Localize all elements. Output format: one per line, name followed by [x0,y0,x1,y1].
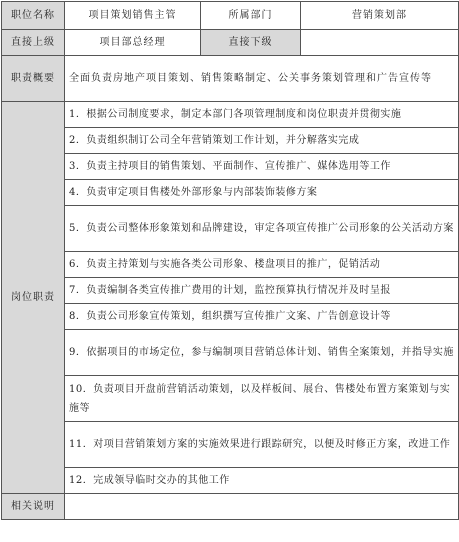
notes-text [65,494,459,520]
duty-item: 6．负责主持策划与实施各类公司形象、楼盘项目的推广，促销活动 [65,252,459,278]
duty-row [2,102,459,128]
direct-subordinate-value [301,30,459,56]
duty-item: 12．完成领导临时交办的其他工作 [65,468,459,494]
duty-item: 2．负责组织制订公司全年营销策划工作计划，并分解落实完成 [65,128,459,154]
header-row-title [2,2,459,30]
summary-label: 职责概要 [2,56,65,102]
duty-row [2,154,459,180]
duty-item: 10．负责项目开盘前营销活动策划，以及样板间、展台、售楼处布置方案策划与实施等 [65,376,459,422]
duty-item: 5．负责公司整体形象策划和品牌建设，审定各项宣传推广公司形象的公关活动方案 [65,206,459,252]
duty-item: 1．根据公司制度要求，制定本部门各项管理制度和岗位职责并贯彻实施 [65,102,459,128]
duty-row [2,252,459,278]
direct-superior-value: 项目部总经理 [65,30,201,56]
duty-row [2,330,459,376]
department-label: 所属部门 [201,2,301,30]
direct-subordinate-label: 直接下级 [201,30,301,56]
job-description-table [1,1,459,520]
summary-text: 全面负责房地产项目策划、销售策略制定、公关事务策划管理和广告宣传等 [65,56,459,102]
duty-row [2,422,459,468]
duty-row [2,468,459,494]
duty-item: 3．负责主持项目的销售策划、平面制作、宣传推广、媒体选用等工作 [65,154,459,180]
summary-row [2,56,459,102]
job-title-value: 项目策划销售主管 [65,2,201,30]
duties-label: 岗位职责 [2,102,65,494]
duty-row [2,304,459,330]
duty-row [2,376,459,422]
job-title-label: 职位名称 [2,2,65,30]
duty-item: 7．负责编制各类宣传推广费用的计划，监控预算执行情况并及时呈报 [65,278,459,304]
duty-row [2,180,459,206]
duty-row [2,206,459,252]
duty-row [2,128,459,154]
duty-item: 4．负责审定项目售楼处外部形象与内部装饰装修方案 [65,180,459,206]
direct-superior-label: 直接上级 [2,30,65,56]
duty-row [2,278,459,304]
header-row-superior [2,30,459,56]
notes-row [2,494,459,520]
duty-item: 9．依据项目的市场定位，参与编制项目营销总体计划、销售全案策划，并指导实施 [65,330,459,376]
duty-item: 8．负责公司形象宣传策划，组织撰写宣传推广文案、广告创意设计等 [65,304,459,330]
duty-item: 11．对项目营销策划方案的实施效果进行跟踪研究，以便及时修正方案，改进工作 [65,422,459,468]
department-value: 营销策划部 [301,2,459,30]
notes-label: 相关说明 [2,494,65,520]
